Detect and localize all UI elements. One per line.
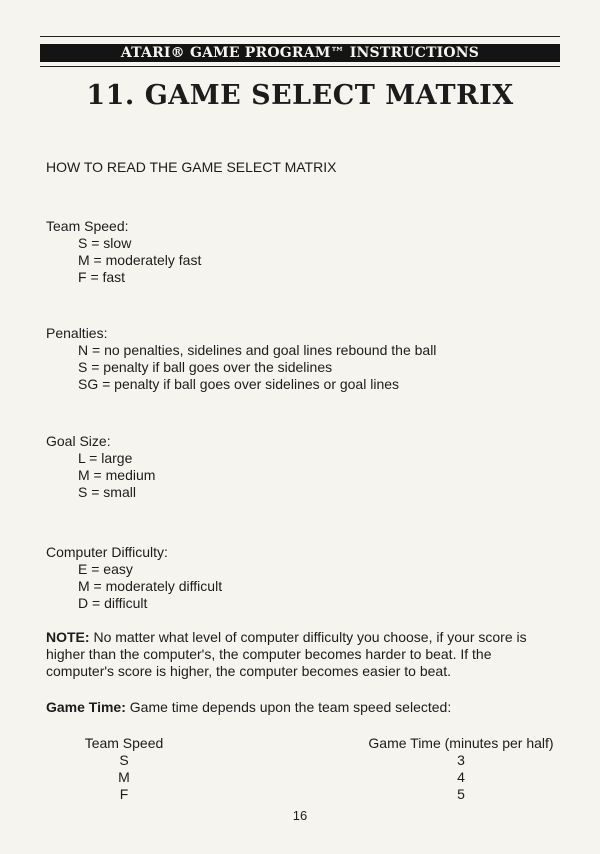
goal-size-item: S = small [78, 484, 136, 500]
penalties-item: SG = penalty if ball goes over sidelines or goal lines [78, 376, 400, 392]
table-cell-speed: F [119, 786, 129, 802]
note-paragraph [46, 629, 562, 680]
penalties-item: S = penalty if ball goes over the sidelines [78, 359, 333, 375]
team-speed-item: F = fast [78, 269, 126, 285]
table-header-game-time: Game Time (minutes per half) [368, 735, 554, 751]
table-cell-time: 3 [457, 752, 465, 768]
team-speed-item: M = moderately fast [78, 252, 202, 268]
table-cell-speed: M [118, 769, 130, 785]
top-rule [40, 36, 560, 37]
team-speed-label: Team Speed: [46, 218, 129, 234]
goal-size-label: Goal Size: [46, 433, 111, 449]
table-cell-speed: S [119, 752, 129, 768]
game-time-label: Game Time: [46, 699, 126, 715]
game-time-text: Game time depends upon the team speed selected: [125, 699, 452, 715]
computer-difficulty-item: E = easy [78, 561, 133, 577]
game-time-paragraph [46, 699, 562, 716]
note-label: NOTE: [46, 629, 90, 645]
penalties-label: Penalties: [46, 325, 108, 341]
computer-difficulty-item: D = difficult [78, 595, 148, 611]
page-title: 11. GAME SELECT MATRIX [86, 80, 514, 111]
section-heading: HOW TO READ THE GAME SELECT MATRIX [46, 159, 337, 175]
goal-size-item: M = medium [78, 467, 156, 483]
page-number: 16 [292, 808, 308, 823]
penalties-item: N = no penalties, sidelines and goal lines rebound the ball [78, 342, 437, 358]
computer-difficulty-label: Computer Difficulty: [46, 544, 168, 560]
goal-size-item: L = large [78, 450, 133, 466]
note-text: No matter what level of computer difficulty you choose, if your score is higher than the computer's, the computer becomes harder to beat. If the computer's score is higher, the computer becomes easier to beat. [46, 629, 527, 679]
team-speed-item: S = slow [78, 235, 132, 251]
table-cell-time: 4 [457, 769, 465, 785]
header-banner: ATARI® GAME PROGRAM™ INSTRUCTIONS [40, 44, 560, 62]
banner-underline [40, 66, 560, 67]
table-header-team-speed: Team Speed [84, 735, 164, 751]
table-cell-time: 5 [457, 786, 465, 802]
computer-difficulty-item: M = moderately difficult [78, 578, 223, 594]
